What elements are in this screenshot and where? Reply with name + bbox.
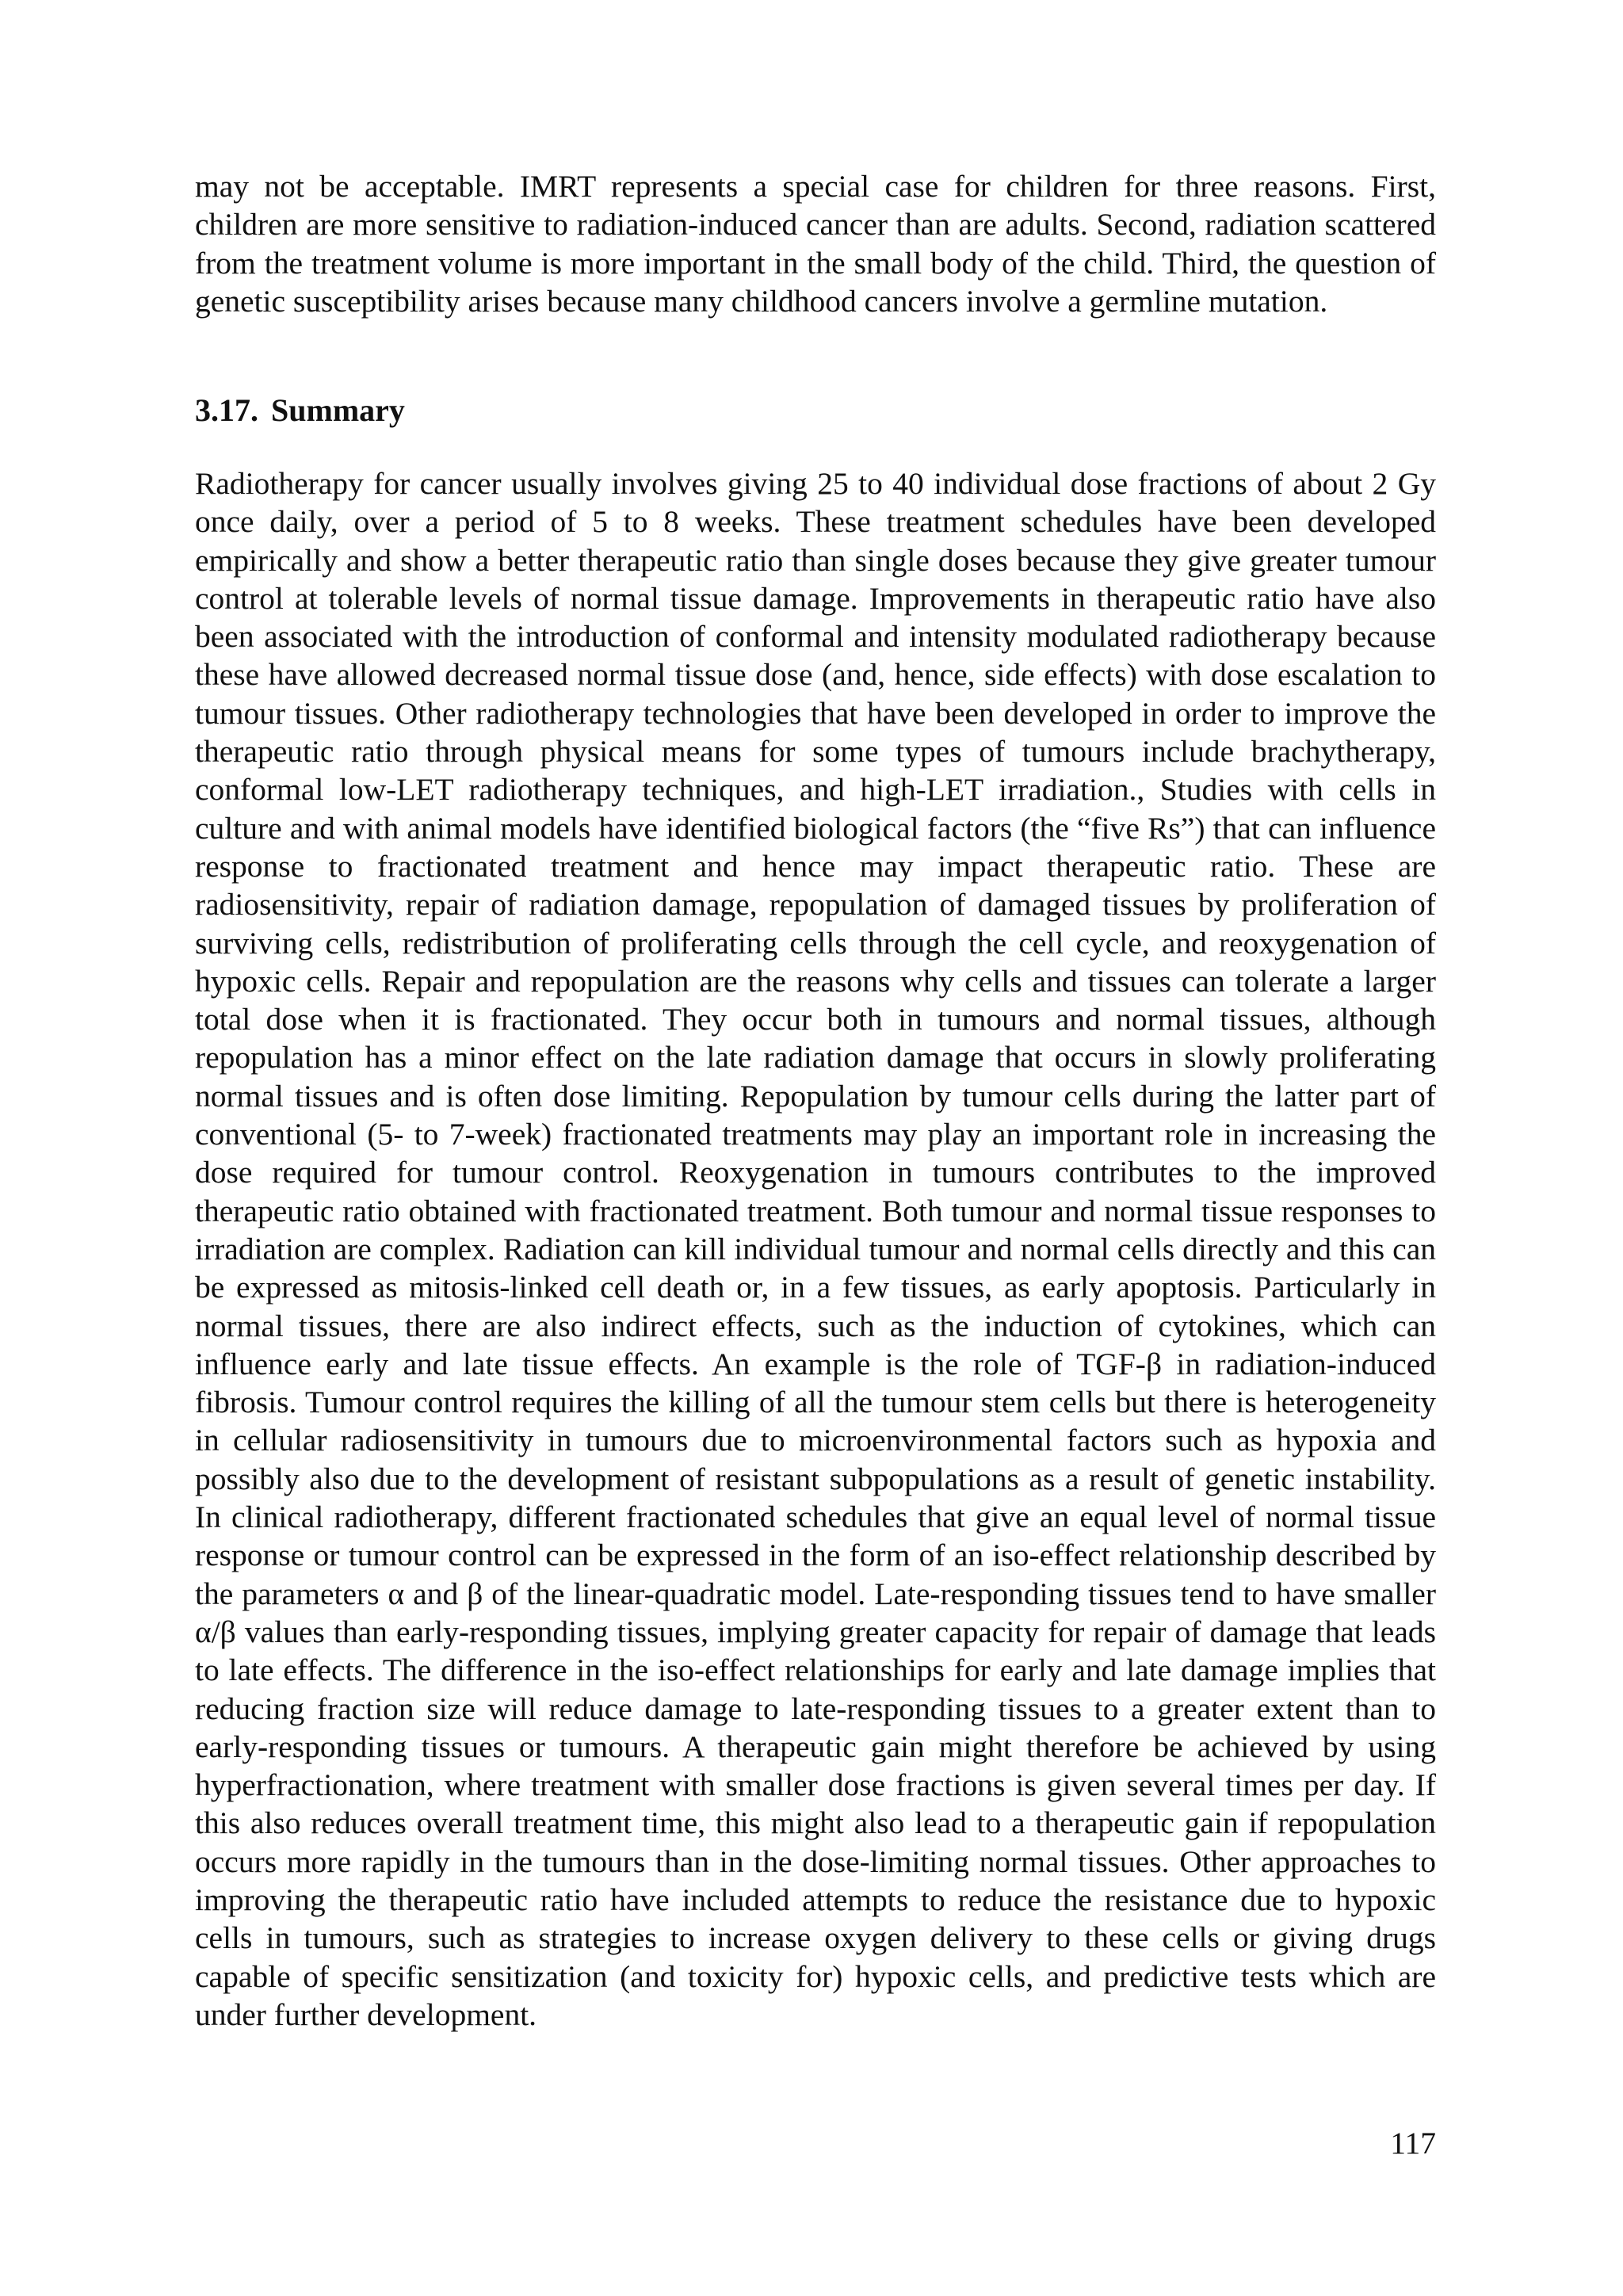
intro-paragraph: may not be acceptable. IMRT represents a special case for children for three reasons. First, children are more sensitive to radiation-induced cancer than are adults. Second, radiation scattered from the treatment volume is more important in the small body of the child. Third, the question of genetic susceptibility arises because many childhood cancers involve a germline mutation. <box>195 169 1436 319</box>
summary-paragraph: Radiotherapy for cancer usually involves giving 25 to 40 individual dose fractions of about 2 Gy once daily, over a period of 5 to 8 weeks. These treatment schedules have been developed empirically and show a better therapeutic ratio than single doses because they give greater tumour control at tolerable levels of normal tissue damage. Improvements in therapeutic ratio have also been associated with the introduction of conformal and intensity modulated radiotherapy because these have allowed decreased normal tissue dose (and, hence, side effects) with dose escalation to tumour tissues. Other radiotherapy technologies that have been developed in order to improve the therapeutic ratio through physical means for some types of tumours include brachytherapy, conformal low-LET radiotherapy techniques, and high-LET irradiation., Studies with cells in culture and with animal models have identified biological factors (the “five Rs”) that can influence response to fractionated treatment and hence may impact therapeutic ratio. These are radiosensitivity, repair of radiation damage, repopulation of damaged tissues by proliferation of surviving cells, redistribution of proliferating cells through the cell cycle, and reoxygenation of hypoxic cells. Repair and repopulation are the reasons why cells and tissues can tolerate a larger total dose when it is fractionated. They occur both in tumours and normal tissues, although repopulation has a minor effect on the late radiation damage that occurs in slowly proliferating normal tissues and is often dose limiting. Repopulation by tumour cells during the latter part of conventional (5- to 7-week) fractionated treatments may play an important role in increasing the dose required for tumour control. Reoxygenation in tumours contributes to the improved therapeutic ratio obtained with fractionated treatment. Both tumour and normal tissue responses to irradiation are complex. Radiation can kill individual tumour and normal cells directly and this can be expressed as mitosis-linked cell death or, in a few tissues, as early apoptosis. Particularly in normal tissues, there are also indirect effects, such as the induction of cytokines, which can influence early and late tissue effects. An example is the role of TGF-β in radiation-induced fibrosis. Tumour control requires the killing of all the tumour stem cells but there is heterogeneity in cellular radiosensitivity in tumours due to microenvironmental factors such as hypoxia and possibly also due to the development of resistant subpopulations as a result of genetic instability. In clinical radiotherapy, different fractionated schedules that give an equal level of normal tissue response or tumour control can be expressed in the form of an iso-effect relationship described by the parameters α and β of the linear-quadratic model. Late-responding tissues tend to have smaller α/β values than early-responding tissues, implying greater capacity for repair of damage that leads to late effects. The difference in the iso-effect relationships for early and late damage implies that reducing fraction size will reduce damage to late-responding tissues to a greater extent than to early-responding tissues or tumours. A therapeutic gain might therefore be achieved by using hyperfractionation, where treatment with smaller dose fractions is given several times per day. If this also reduces overall treatment time, this might also lead to a therapeutic gain if repopulation occurs more rapidly in the tumours than in the dose-limiting normal tissues. Other approaches to improving the therapeutic ratio have included attempts to reduce the resistance due to hypoxic cells in tumours, such as strategies to increase oxygen delivery to these cells or giving drugs capable of specific sensitization (and toxicity for) hypoxic cells, and predictive tests which are under further development. <box>195 466 1436 2032</box>
section-title: Summary <box>271 392 405 428</box>
page-number: 117 <box>1390 2126 1436 2160</box>
section-number: 3.17. <box>195 392 258 428</box>
section-heading <box>195 392 405 430</box>
